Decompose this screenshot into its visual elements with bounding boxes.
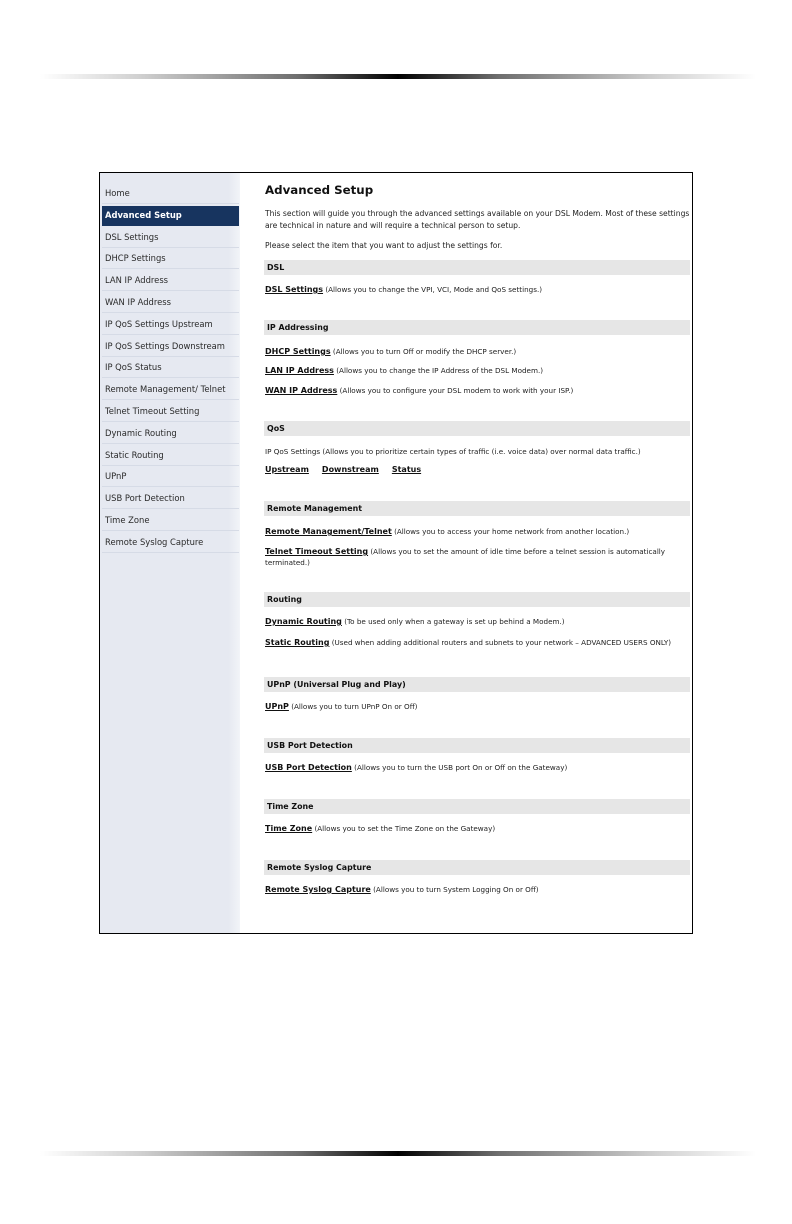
time-zone-link[interactable]: Time Zone: [265, 824, 313, 833]
dhcp-settings-desc: (Allows you to turn Off or modify the DHCP server.): [330, 347, 517, 356]
qos-links: [265, 465, 434, 474]
lan-ip-address-desc: (Allows you to change the IP Address of the DSL Modem.): [333, 366, 544, 375]
remote-management-link[interactable]: Remote Management/Telnet: [265, 527, 392, 536]
sidebar-item-remote-syslog[interactable]: Remote Syslog Capture: [102, 533, 239, 553]
remote-syslog-link[interactable]: Remote Syslog Capture: [265, 885, 371, 894]
row-dhcp-settings: [265, 347, 690, 358]
dhcp-settings-link[interactable]: DHCP Settings: [265, 347, 331, 356]
row-static-routing: [265, 638, 690, 649]
sidebar: [100, 173, 240, 933]
qos-description: IP QoS Settings (Allows you to prioritize certain types of traffic (i.e. voice data) over normal data traffic.): [265, 447, 641, 456]
section-heading-remote-syslog: Remote Syslog Capture: [264, 860, 690, 875]
section-heading-dsl: DSL: [264, 260, 690, 275]
upnp-link[interactable]: UPnP: [265, 702, 289, 711]
sidebar-menu: [100, 173, 240, 553]
static-routing-desc: (Used when adding additional routers and subnets to your network – ADVANCED USERS ONLY): [329, 638, 672, 647]
row-time-zone: [265, 824, 690, 835]
sidebar-item-dhcp-settings[interactable]: DHCP Settings: [102, 249, 239, 269]
sidebar-item-advanced-setup[interactable]: Advanced Setup: [102, 206, 239, 226]
sidebar-item-qos-upstream[interactable]: IP QoS Settings Upstream: [102, 315, 239, 335]
telnet-timeout-link[interactable]: Telnet Timeout Setting: [265, 547, 369, 556]
row-remote-management: [265, 527, 690, 538]
sidebar-item-remote-management[interactable]: Remote Management/ Telnet: [102, 380, 239, 400]
sidebar-item-telnet-timeout[interactable]: Telnet Timeout Setting: [102, 402, 239, 422]
section-heading-time-zone: Time Zone: [264, 799, 690, 814]
page-title: Advanced Setup: [265, 183, 374, 197]
time-zone-desc: (Allows you to set the Time Zone on the Gateway): [312, 824, 496, 833]
row-dsl-settings: [265, 285, 690, 296]
dynamic-routing-link[interactable]: Dynamic Routing: [265, 617, 342, 626]
qos-status-link[interactable]: Status: [391, 465, 422, 474]
upnp-desc: (Allows you to turn UPnP On or Off): [288, 702, 418, 711]
row-wan-ip-address: [265, 386, 690, 397]
sidebar-item-home[interactable]: Home: [102, 184, 239, 204]
row-lan-ip-address: [265, 366, 690, 377]
section-heading-routing: Routing: [264, 592, 690, 607]
row-upnp: [265, 702, 690, 713]
sidebar-item-upnp[interactable]: UPnP: [102, 467, 239, 487]
row-usb-port-detection: [265, 763, 690, 774]
dynamic-routing-desc: (To be used only when a gateway is set up behind a Modem.): [341, 617, 565, 626]
sidebar-item-dsl-settings[interactable]: DSL Settings: [102, 228, 239, 248]
row-telnet-timeout: [265, 547, 690, 568]
remote-syslog-desc: (Allows you to turn System Logging On or Off): [370, 885, 539, 894]
screenshot-frame: [99, 172, 693, 934]
row-remote-syslog: [265, 885, 690, 896]
wan-ip-address-link[interactable]: WAN IP Address: [265, 386, 338, 395]
top-divider: [40, 74, 756, 79]
sidebar-item-time-zone[interactable]: Time Zone: [102, 511, 239, 531]
section-heading-remote-management: Remote Management: [264, 501, 690, 516]
sidebar-item-qos-downstream[interactable]: IP QoS Settings Downstream: [102, 337, 239, 357]
remote-management-desc: (Allows you to access your home network from another location.): [391, 527, 630, 536]
sidebar-item-lan-ip-address[interactable]: LAN IP Address: [102, 271, 239, 291]
intro-text: This section will guide you through the advanced settings available on your DSL Modem. Most of these settings are technical in nature and will require a technical person to setup.: [265, 209, 690, 230]
qos-downstream-link[interactable]: Downstream: [321, 465, 379, 474]
qos-upstream-link[interactable]: Upstream: [265, 465, 309, 474]
dsl-settings-link[interactable]: DSL Settings: [265, 285, 324, 294]
sidebar-item-dynamic-routing[interactable]: Dynamic Routing: [102, 424, 239, 444]
usb-port-detection-link[interactable]: USB Port Detection: [265, 763, 352, 772]
wan-ip-address-desc: (Allows you to configure your DSL modem to work with your ISP.): [337, 386, 574, 395]
section-heading-upnp: UPnP (Universal Plug and Play): [264, 677, 690, 692]
sidebar-item-static-routing[interactable]: Static Routing: [102, 446, 239, 466]
telnet-timeout-desc: (Allows you to set the amount of idle time before a telnet session is automatically terminated.): [265, 547, 666, 567]
sidebar-item-usb-port-detection[interactable]: USB Port Detection: [102, 489, 239, 509]
lan-ip-address-link[interactable]: LAN IP Address: [265, 366, 334, 375]
prompt-text: Please select the item that you want to adjust the settings for.: [265, 241, 503, 250]
section-heading-ip-addressing: IP Addressing: [264, 320, 690, 335]
static-routing-link[interactable]: Static Routing: [265, 638, 330, 647]
main-content: [264, 173, 690, 933]
sidebar-item-qos-status[interactable]: IP QoS Status: [102, 358, 239, 378]
sidebar-item-wan-ip-address[interactable]: WAN IP Address: [102, 293, 239, 313]
bottom-divider: [40, 1151, 756, 1156]
section-heading-qos: QoS: [264, 421, 690, 436]
dsl-settings-desc: (Allows you to change the VPI, VCI, Mode and QoS settings.): [323, 285, 543, 294]
section-heading-usb: USB Port Detection: [264, 738, 690, 753]
usb-port-detection-desc: (Allows you to turn the USB port On or Off on the Gateway): [351, 763, 568, 772]
row-dynamic-routing: [265, 617, 690, 628]
